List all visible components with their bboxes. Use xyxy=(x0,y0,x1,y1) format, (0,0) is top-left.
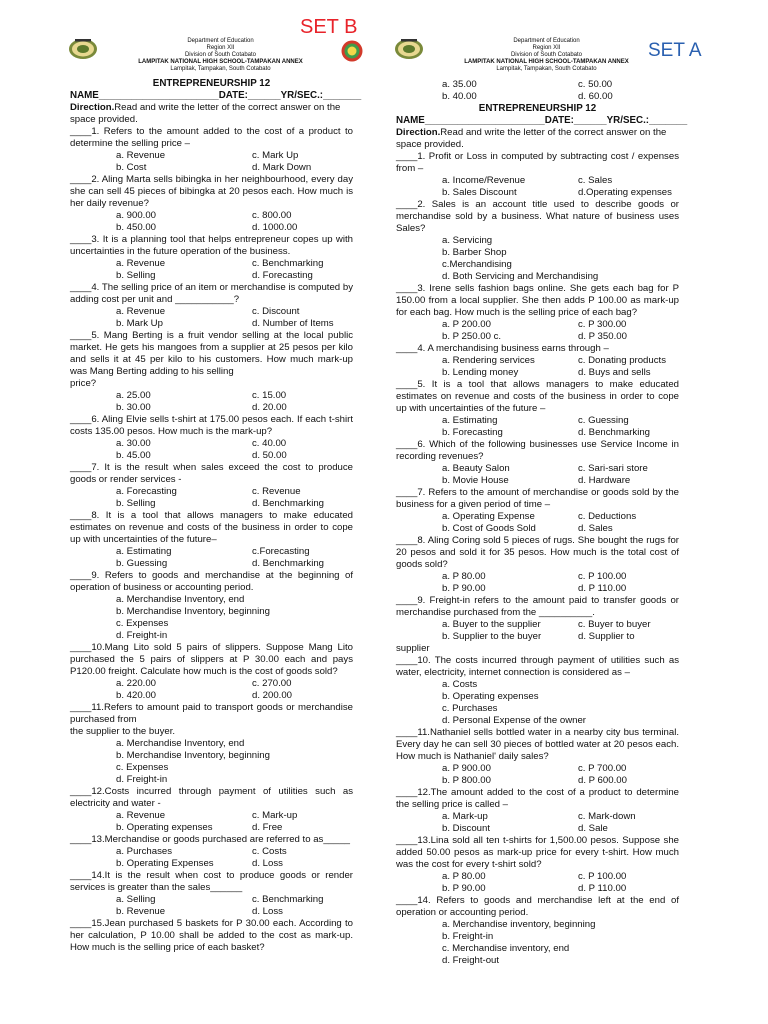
answer-option[interactable]: b. Cost xyxy=(116,162,147,173)
answer-options xyxy=(70,210,353,234)
answer-option[interactable]: d. P 110.00 xyxy=(578,883,627,894)
answer-option[interactable]: a. 35.00 xyxy=(442,79,477,90)
subject-title: ENTREPRENEURSHIP 12 xyxy=(478,103,597,114)
answer-option[interactable]: a. Estimating xyxy=(442,415,498,426)
answer-option[interactable]: d. P 110.00 xyxy=(578,583,627,594)
answer-option[interactable]: b. Discount xyxy=(442,823,490,834)
answer-option[interactable]: b. Operating Expenses xyxy=(116,858,214,869)
answer-option[interactable]: d. 200.00 xyxy=(252,690,293,701)
question-text: ____10. The costs incurred through payment of utilities such as water, electricity, internet connection is considered as – xyxy=(396,655,679,678)
answer-option[interactable]: b. Sales Discount xyxy=(442,187,517,198)
answer-option[interactable]: d. Free xyxy=(252,822,283,833)
answer-option[interactable]: d. 50.00 xyxy=(252,450,287,461)
answer-option[interactable]: a. 220.00 xyxy=(116,678,157,689)
answer-option[interactable]: b. Selling xyxy=(116,270,156,281)
answer-option[interactable]: b. Movie House xyxy=(442,475,509,486)
carried-options xyxy=(396,79,679,103)
answer-options xyxy=(70,846,353,870)
question-text: ____11.Nathaniel sells bottled water in a nearby city bus terminal. Every day he can sell 30 pieces of bottled water at 20 pesos each. How much is Nathaniel' daily sales? xyxy=(396,727,679,762)
answer-option[interactable]: a. Revenue xyxy=(116,810,166,821)
question-text: ____5. Mang Berting is a fruit vendor selling at the local public market. He gets his mangoes from a supplier at 25 pesos per kilo and sells it at 45 per kilo to his customers. How much mark-up was Mang Berting adding to his selling xyxy=(70,330,353,377)
answer-option[interactable]: b. P 250.00 c. xyxy=(442,331,502,342)
answer-option[interactable]: c. Revenue xyxy=(252,486,301,497)
answer-option[interactable]: b. 30.00 xyxy=(116,402,151,413)
answer-option[interactable]: b. Selling xyxy=(116,498,156,509)
answer-option[interactable]: b. Guessing xyxy=(116,558,168,569)
answer-option[interactable]: d. 1000.00 xyxy=(252,222,298,233)
school-seal-icon xyxy=(341,40,363,62)
answer-option[interactable]: c. Guessing xyxy=(578,415,629,426)
answer-options xyxy=(396,763,679,787)
left-column xyxy=(70,38,362,954)
question-text-tail: price? xyxy=(70,378,97,389)
region: Region XII xyxy=(206,45,235,51)
answer-option[interactable]: d. Supplier to xyxy=(578,631,635,642)
answer-option[interactable]: a. 30.00 xyxy=(116,438,151,449)
question-text: ____15.Jean purchased 5 baskets for P 30.00 each. According to her calculation, P 10.00 shall be added to the cost as mark-up. How much is the selling price of each basket? xyxy=(70,918,353,953)
question-text: ____14. Refers to goods and merchandise left at the end of operation or accounting period. xyxy=(396,895,679,918)
answer-option[interactable]: d. Freight-out xyxy=(442,955,500,966)
answer-option[interactable]: b. Revenue xyxy=(116,906,166,917)
answer-option[interactable]: b. Freight-in xyxy=(442,931,494,942)
answer-option[interactable]: c. Mark Up xyxy=(252,150,299,161)
answer-option[interactable]: a. Estimating xyxy=(116,546,172,557)
direction-label: Direction. xyxy=(70,102,115,113)
answer-option[interactable]: d. P 350.00 xyxy=(578,331,627,342)
question-text: ____7. It is the result when sales exceed the cost to produce goods or render services - xyxy=(70,462,353,485)
answer-option[interactable]: d. 60.00 xyxy=(578,91,613,102)
answer-option[interactable]: a. Servicing xyxy=(442,235,493,246)
answer-option[interactable]: c. Mark-down xyxy=(578,811,636,822)
question-text: ____8. It is a tool that allows managers to make educated estimates on revenue and costs of the business in order to cope up with uncertainties of the future– xyxy=(70,510,353,545)
answer-options xyxy=(70,258,353,282)
answer-option[interactable]: d. Benchmarking xyxy=(252,498,324,509)
answer-option[interactable]: a. Beauty Salon xyxy=(442,463,510,474)
school-name: LAMPITAK NATIONAL HIGH SCHOOL-TAMPAKAN ANNEX xyxy=(464,59,629,65)
question-text: ____9. Freight-in refers to the amount paid to transfer goods or merchandise purchased from the __________. xyxy=(396,595,679,618)
school-address: Lampitak, Tampakan, South Cotabato xyxy=(170,66,271,72)
school-address: Lampitak, Tampakan, South Cotabato xyxy=(496,66,597,72)
answer-options xyxy=(70,894,353,918)
answer-options xyxy=(70,810,353,834)
answer-option[interactable]: c. Expenses xyxy=(116,618,169,629)
answer-options xyxy=(70,150,353,174)
right-main xyxy=(396,101,688,967)
answer-options xyxy=(70,546,353,570)
answer-options xyxy=(396,319,679,343)
directions xyxy=(396,127,679,151)
question-text: ____4. A merchandising business earns through – xyxy=(396,343,609,354)
answer-option[interactable]: d. Personal Expense of the owner xyxy=(442,715,586,726)
answer-option[interactable]: d. Sales xyxy=(578,523,613,534)
answer-option[interactable]: d. Freight-in xyxy=(116,630,168,641)
answer-option[interactable]: c. P 100.00 xyxy=(578,571,627,582)
answer-option[interactable]: c. 50.00 xyxy=(578,79,613,90)
answer-options xyxy=(70,306,353,330)
answer-options xyxy=(70,738,353,786)
answer-option[interactable]: b. Merchandise Inventory, beginning xyxy=(116,750,270,761)
answer-option[interactable]: b. Cost of Goods Sold xyxy=(442,523,536,534)
question-text: ____3. Irene sells fashion bags online. She gets each bag for P 150.00 from a local supplier. She then adds P 100.00 as mark-up for each bag. How much is the selling price of each bag? xyxy=(396,283,679,318)
right-column xyxy=(396,79,679,103)
question-text: ____2. Aling Marta sells bibingka in her neighbourhood, every day she can sell 45 pieces of bibingka at 20 pesos each. How much is her daily revenue? xyxy=(70,174,353,209)
dept-name: Department of Education xyxy=(513,38,580,44)
direction-text: Read and write the letter of the correct answer on the space provided. xyxy=(396,127,667,150)
answer-options xyxy=(396,871,679,895)
answer-option[interactable]: b. P 90.00 xyxy=(442,583,486,594)
answer-option[interactable]: d. Loss xyxy=(252,858,283,869)
school-name: LAMPITAK NATIONAL HIGH SCHOOL-TAMPAKAN ANNEX xyxy=(138,59,303,65)
answer-option[interactable]: b. Barber Shop xyxy=(442,247,507,258)
answer-option[interactable]: c. Donating products xyxy=(578,355,666,366)
question-text: ____1. Profit or Loss in computed by subtracting cost / expenses from – xyxy=(396,151,679,174)
answer-option[interactable]: c. P 100.00 xyxy=(578,871,627,882)
question-text: ____10.Mang Lito sold 5 pairs of slippers. Suppose Mang Lito purchased the 5 pairs of slippers at P 30.00 each and pays P120.00 freight. Calculate how much is the cost of goods sold? xyxy=(70,642,353,677)
answer-option[interactable]: b. 450.00 xyxy=(116,222,157,233)
answer-option[interactable]: b. 40.00 xyxy=(442,91,477,102)
question-list-right xyxy=(396,151,679,967)
school-header-left xyxy=(70,38,353,76)
answer-options xyxy=(396,175,679,199)
answer-option[interactable]: b. P 90.00 xyxy=(442,883,486,894)
answer-option[interactable]: d. Hardware xyxy=(578,475,631,486)
question-text: ____6. Which of the following businesses use Service Income in recording revenues? xyxy=(396,439,679,462)
answer-options xyxy=(70,594,353,642)
answer-options xyxy=(70,678,353,702)
question-text: ____13.Merchandise or goods purchased are referred to as_____ xyxy=(70,834,351,845)
name-date-row[interactable]: NAME______________________DATE:______YR/SEC.:_______ xyxy=(70,90,362,101)
answer-options xyxy=(396,571,679,595)
answer-option[interactable]: c. Deductions xyxy=(578,511,637,522)
answer-option[interactable]: d. Both Servicing and Merchandising xyxy=(442,271,599,282)
directions xyxy=(70,102,353,126)
answer-option[interactable]: a. Operating Expense xyxy=(442,511,535,522)
question-text: ____2. Sales is an account title used to describe goods or merchandise sold by a business. What nature of business uses Sales? xyxy=(396,199,679,234)
answer-option[interactable]: b. 45.00 xyxy=(116,450,151,461)
answer-option[interactable]: d. Benchmarking xyxy=(252,558,324,569)
answer-option[interactable]: a. P 900.00 xyxy=(442,763,491,774)
question-text: ____9. Refers to goods and merchandise at the beginning of operation of business or accounting period. xyxy=(70,570,353,593)
question-text-tail: supplier xyxy=(396,643,430,654)
answer-option[interactable]: c. Costs xyxy=(252,846,287,857)
direction-text: Read and write the letter of the correct answer on the space provided. xyxy=(70,102,341,125)
division: Division of South Cotabato xyxy=(184,52,257,58)
answer-option[interactable]: a. Merchandise inventory, beginning xyxy=(442,919,596,930)
answer-option[interactable]: d. Benchmarking xyxy=(578,427,650,438)
answer-option[interactable]: c. Benchmarking xyxy=(252,258,324,269)
answer-options xyxy=(396,511,679,535)
answer-options xyxy=(396,355,679,379)
answer-option[interactable]: d. Loss xyxy=(252,906,283,917)
dept-name: Department of Education xyxy=(187,38,254,44)
answer-option[interactable]: a. Costs xyxy=(442,679,478,690)
answer-option[interactable]: a. Merchandise Inventory, end xyxy=(116,594,245,605)
answer-option[interactable]: d. Mark Down xyxy=(252,162,312,173)
answer-option[interactable]: c. Benchmarking xyxy=(252,894,324,905)
name-date-row[interactable]: NAME______________________DATE:______YR/SEC.:_______ xyxy=(396,115,688,126)
answer-options xyxy=(70,438,353,462)
question-text: ____12.The amount added to the cost of a product to determine the selling price is called – xyxy=(396,787,679,810)
answer-option[interactable]: c. Purchases xyxy=(442,703,498,714)
question-text: ____11.Refers to amount paid to transport goods or merchandise purchased from xyxy=(70,702,353,725)
answer-option[interactable]: a. Revenue xyxy=(116,258,166,269)
answer-options xyxy=(70,486,353,510)
direction-label: Direction. xyxy=(396,127,441,138)
question-text: ____13.Lina sold all ten t-shirts for 1,500.00 pesos. Suppose she added 50.00 pesos as mark-up price for every t-shirt. How much was the cost for every t-shirt sold? xyxy=(396,835,679,870)
question-text: ____4. The selling price of an item or merchandise is computed by adding cost per unit and ___________? xyxy=(70,282,353,305)
answer-option[interactable]: a. Income/Revenue xyxy=(442,175,526,186)
answer-option[interactable]: b. 420.00 xyxy=(116,690,157,701)
answer-option[interactable]: c. Buyer to buyer xyxy=(578,619,651,630)
answer-option[interactable]: d. Sale xyxy=(578,823,608,834)
answer-options xyxy=(70,390,353,414)
answer-option[interactable]: a. Revenue xyxy=(116,306,166,317)
school-header-right xyxy=(396,38,679,76)
answer-option[interactable]: c. Mark-up xyxy=(252,810,298,821)
answer-option[interactable]: a. P 80.00 xyxy=(442,571,486,582)
answer-option[interactable]: d. Forecasting xyxy=(252,270,313,281)
answer-option[interactable]: c. Sales xyxy=(578,175,613,186)
answer-option[interactable]: c.Merchandising xyxy=(442,259,512,270)
answer-option[interactable]: b. Operating expenses xyxy=(442,691,539,702)
answer-option[interactable]: a. Revenue xyxy=(116,150,166,161)
answer-options xyxy=(396,235,679,283)
region: Region XII xyxy=(532,45,561,51)
answer-option[interactable]: d. 20.00 xyxy=(252,402,287,413)
answer-option[interactable]: c. 15.00 xyxy=(252,390,287,401)
answer-option[interactable]: c. Merchandise inventory, end xyxy=(442,943,570,954)
answer-option[interactable]: d.Operating expenses xyxy=(578,187,672,198)
right-header-block xyxy=(396,38,679,76)
answer-option[interactable]: a. Selling xyxy=(116,894,156,905)
answer-option[interactable]: c.Forecasting xyxy=(252,546,310,557)
subject-title: ENTREPRENEURSHIP 12 xyxy=(152,78,271,89)
question-text: ____6. Aling Elvie sells t-shirt at 175.00 pesos each. If each t-shirt costs 135.00 pesos. How much is the mark-up? xyxy=(70,414,353,437)
answer-option[interactable]: a. 25.00 xyxy=(116,390,151,401)
answer-option[interactable]: d. P 600.00 xyxy=(578,775,627,786)
answer-option[interactable]: c. Discount xyxy=(252,306,300,317)
question-text: ____12.Costs incurred through payment of utilities such as electricity and water - xyxy=(70,786,353,809)
answer-option[interactable]: a. Mark-up xyxy=(442,811,488,822)
answer-option[interactable]: b. Supplier to the buyer xyxy=(442,631,542,642)
question-text-tail: the supplier to the buyer. xyxy=(70,726,176,737)
answer-option[interactable]: c. Sari-sari store xyxy=(578,463,648,474)
answer-option[interactable]: c. 800.00 xyxy=(252,210,292,221)
answer-option[interactable]: b. Forecasting xyxy=(442,427,503,438)
question-text: ____7. Refers to the amount of merchandise or goods sold by the business for a given period of time – xyxy=(396,487,679,510)
answer-option[interactable]: a. Purchases xyxy=(116,846,172,857)
answer-option[interactable]: b. Lending money xyxy=(442,367,519,378)
answer-option[interactable]: a. P 200.00 xyxy=(442,319,491,330)
answer-option[interactable]: a. Rendering services xyxy=(442,355,535,366)
answer-option[interactable]: b. Merchandise Inventory, beginning xyxy=(116,606,270,617)
answer-option[interactable]: c. P 300.00 xyxy=(578,319,627,330)
answer-options xyxy=(396,919,679,967)
answer-options xyxy=(396,619,679,643)
answer-option[interactable]: a. P 80.00 xyxy=(442,871,486,882)
answer-option[interactable]: b. Mark Up xyxy=(116,318,163,329)
answer-options xyxy=(396,679,679,727)
answer-option[interactable]: a. Buyer to the supplier xyxy=(442,619,541,630)
answer-option[interactable]: b. Operating expenses xyxy=(116,822,213,833)
question-text: ____1. Refers to the amount added to the cost of a product to determine the selling price – xyxy=(70,126,353,149)
answer-option[interactable]: c. 270.00 xyxy=(252,678,292,689)
deped-seal-icon xyxy=(68,38,98,60)
answer-option[interactable]: d. Buys and sells xyxy=(578,367,651,378)
answer-option[interactable]: a. 900.00 xyxy=(116,210,157,221)
answer-options xyxy=(396,463,679,487)
question-text: ____5. It is a tool that allows managers to make educated estimates on revenue and costs of the business in order to cope up with uncertainties of the future – xyxy=(396,379,679,414)
answer-option[interactable]: b. P 800.00 xyxy=(442,775,491,786)
answer-options xyxy=(396,811,679,835)
answer-options xyxy=(396,415,679,439)
answer-option[interactable]: d. Freight-in xyxy=(116,774,168,785)
answer-option[interactable]: c. Expenses xyxy=(116,762,169,773)
division: Division of South Cotabato xyxy=(510,52,583,58)
answer-option[interactable]: a. Merchandise Inventory, end xyxy=(116,738,245,749)
set-b-label: SET B xyxy=(300,16,358,38)
question-list-left xyxy=(70,126,353,954)
question-text: ____14.It is the result when cost to produce goods or render services is greater than the sales______ xyxy=(70,870,353,893)
deped-seal-icon xyxy=(394,38,424,60)
question-text: ____3. It is a planning tool that helps entrepreneur copes up with uncertainties in the future operation of the business. xyxy=(70,234,353,257)
answer-option[interactable]: a. Forecasting xyxy=(116,486,177,497)
question-text: ____8. Aling Coring sold 5 pieces of rugs. She bought the rugs for 20 pesos and sold it for 35 pesos. How much is the total cost of goods sold? xyxy=(396,535,679,570)
set-a-text: SET A xyxy=(648,40,702,61)
answer-option[interactable]: c. 40.00 xyxy=(252,438,287,449)
answer-option[interactable]: c. P 700.00 xyxy=(578,763,627,774)
answer-option[interactable]: d. Number of Items xyxy=(252,318,334,329)
